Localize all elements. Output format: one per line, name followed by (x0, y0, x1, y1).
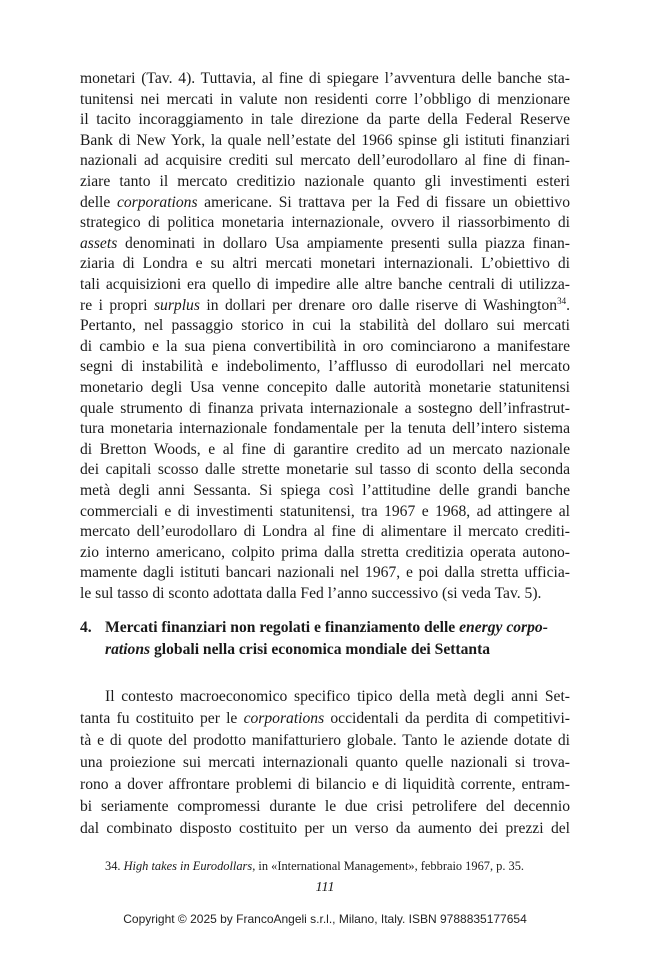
text-line: Il contesto macroeconomico specifico tipico della metà degli anni Set- (105, 688, 570, 705)
text-line: mamente dagli istituti bancari nazionali nel 1967, e poi dalla stretta ufficia- (80, 564, 570, 582)
text-line: mercato dell’eurodollaro di Londra al fine di alimentare il mercato crediti- (80, 523, 570, 541)
text-line: dei capitali scosso dalle strette monetarie sul tasso di sconto della seconda (80, 461, 570, 479)
text-line: monetario degli Usa venne concepito dalle autorità monetarie statunitensi (80, 379, 570, 396)
text-line: Pertanto, nel passaggio storico in cui la stabilità del dollaro sui mercati (80, 317, 570, 335)
text-line: una proiezione sui mercati internazionali quanto quelle nazionali si trova- (80, 754, 570, 771)
text-line: zio interno americano, colpito prima dalla stretta creditizia operata autono- (80, 543, 570, 561)
text-line: dal combinato disposto costituito per un verso da aumento dei prezzi del (80, 820, 570, 837)
text-line: bi seriamente compromessi durante le due crisi petrolifere del decennio (80, 798, 570, 815)
text-line: tura monetaria internazionale fondamentale per la tenuta dell’intero sistema (80, 420, 570, 438)
text-line: di Bretton Woods, e al fine di garantire credito ad un mercato nazionale (80, 440, 570, 458)
text-line: metà degli anni Sessanta. Si spiega così l’attitudine delle grandi banche (80, 482, 570, 499)
footnote: 34. High takes in Eurodollars, in «International Management», febbraio 1967, p. 35. (105, 859, 525, 873)
text-line: Bank di New York, la quale nell’estate del 1966 spinse gli istituti finanziari (80, 131, 570, 149)
section-number: 4. (80, 619, 92, 636)
page-number: 111 (315, 880, 335, 895)
text-line: il tacito incoraggiamento in tale direzione da parte della Federal Reserve (80, 111, 570, 129)
text-line: delle corporations americane. Si trattava per la Fed di fissare un obiettivo (80, 193, 570, 211)
text-line: le sul tasso di sconto adottata dalla Fed l’anno successivo (si veda Tav. 5). (80, 585, 542, 602)
text-line: nazionali ad acquisire crediti sul mercato dell’eurodollaro al fine di finan- (80, 152, 570, 170)
text-line: tunitensi nei mercati in valute non residenti corre l’obbligo di menzionare (80, 90, 570, 108)
text-line: ziare tanto il mercato creditizio nazionale quanto gli investimenti esteri (80, 173, 570, 190)
text-line: rono a dover affrontare problemi di bilancio e di liquidità corrente, entram- (80, 776, 570, 793)
text-line: assets denominati in dollaro Usa ampiamente presenti sulla piazza finan- (80, 234, 570, 252)
text-line: commerciali e di investimenti statunitensi, tra 1967 e 1968, ad attingere al (80, 502, 570, 520)
text-line: ziaria di Londra e su altri mercati monetari internazionali. L’obiettivo di (80, 255, 570, 273)
section-title-line-2: rations globali nella crisi economica mondiale dei Settanta (105, 641, 491, 658)
section-title-line-1: Mercati finanziari non regolati e finanziamento delle energy corpo- (105, 619, 548, 636)
text-line: quale strumento di finanza privata internazionale a sostegno dell’infrastrut- (80, 399, 570, 417)
text-line: monetari (Tav. 4). Tuttavia, al fine di spiegare l’avventura delle banche sta- (80, 70, 570, 87)
text-line: tanta fu costituito per le corporations occidentali da perdita di competitivi- (80, 710, 570, 727)
text-line: re i propri surplus in dollari per drenare oro dalle riserve di Washington$^{34}$. (80, 295, 570, 314)
text-line: di cambio e la sua piena convertibilità in oro cominciarono a manifestare (80, 337, 570, 355)
text-line: tali acquisizioni era quello di impedire alle altre banche centrali di utilizza- (80, 276, 570, 293)
text-line: tà e di quote del prodotto manifatturiero globale. Tanto le aziende dotate di (80, 732, 570, 749)
text-line: segni di instabilità e indebolimento, l’afflusso di eurodollari nel mercato (80, 358, 570, 376)
copyright-notice: Copyright © 2025 by FrancoAngeli s.r.l., Milano, Italy. ISBN 9788835177654 (123, 912, 527, 926)
text-line: strategico di politica monetaria internazionale, ovvero il riassorbimento di (80, 214, 570, 232)
